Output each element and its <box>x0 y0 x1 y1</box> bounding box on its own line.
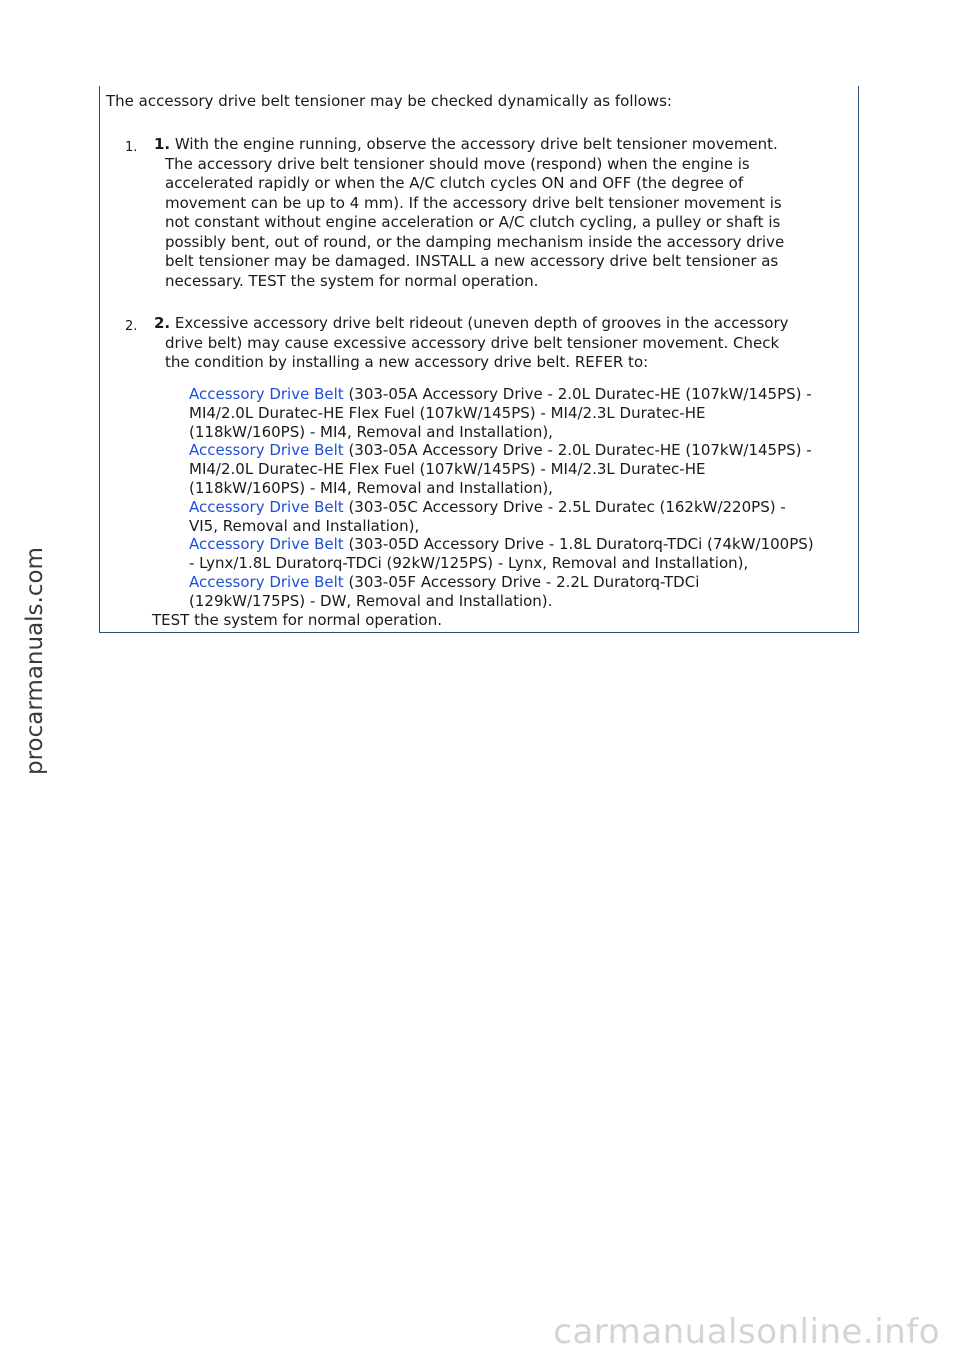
step-1-line-5: possibly bent, out of round, or the damping mechanism inside the accessory drive <box>165 232 785 251</box>
step-1-line-1: The accessory drive belt tensioner should move (respond) when the engine is <box>165 154 750 173</box>
step-2-line-0: 2. Excessive accessory drive belt rideout (uneven depth of grooves in the accessory <box>154 314 789 332</box>
accessory-drive-belt-link[interactable]: Accessory Drive Belt <box>189 535 344 554</box>
final-test-text: TEST the system for normal operation. <box>152 611 442 629</box>
step-1-line-3: movement can be up to 4 mm). If the accessory drive belt tensioner movement is <box>165 193 782 212</box>
step-1-number: 1. <box>125 140 138 155</box>
step-1-body <box>154 135 855 291</box>
reference-list <box>189 385 854 611</box>
intro-text: The accessory drive belt tensioner may be checked dynamically as follows: <box>106 92 672 110</box>
reference-item: Accessory Drive Belt (303-05F Accessory Drive - 2.2L Duratorq-TDCi (129kW/175PS) - DW, Removal and Installation). <box>189 572 700 610</box>
reference-item: Accessory Drive Belt (303-05C Accessory Drive - 2.5L Duratec (162kW/220PS) - VI5, Removal and Installation), <box>189 497 786 535</box>
reference-item: Accessory Drive Belt (303-05A Accessory Drive - 2.0L Duratec-HE (107kW/145PS) - MI4/2.0L Duratec-HE Flex Fuel (107kW/145PS) - MI4/2.3L Duratec-HE (118kW/160PS) - MI4, Removal and Installation), <box>189 441 812 497</box>
step-2-lead: 2. <box>154 314 171 332</box>
step-2-line-2: the condition by installing a new accessory drive belt. REFER to: <box>165 353 649 371</box>
accessory-drive-belt-link[interactable]: Accessory Drive Belt <box>189 385 344 403</box>
side-watermark: procarmanuals.com <box>22 547 48 775</box>
accessory-drive-belt-link[interactable]: Accessory Drive Belt <box>189 572 344 591</box>
step-1-lead: 1. <box>154 135 171 153</box>
reference-item: Accessory Drive Belt (303-05A Accessory Drive - 2.0L Duratec-HE (107kW/145PS) - MI4/2.0L Duratec-HE Flex Fuel (107kW/145PS) - MI4/2.3L Duratec-HE (118kW/160PS) - MI4, Removal and Installation), <box>189 385 812 441</box>
step-2-body <box>154 314 855 373</box>
reference-item: Accessory Drive Belt (303-05D Accessory Drive - 1.8L Duratorq-TDCi (74kW/100PS) - Lynx/1.8L Duratorq-TDCi (92kW/125PS) - Lynx, Removal and Installation), <box>189 535 814 573</box>
bottom-watermark: carmanualsonline.info <box>553 1312 940 1352</box>
step-2-number: 2. <box>125 319 138 334</box>
accessory-drive-belt-link[interactable]: Accessory Drive Belt <box>189 497 344 516</box>
accessory-drive-belt-link[interactable]: Accessory Drive Belt <box>189 441 344 460</box>
step-2-line-1: drive belt) may cause excessive accessory drive belt tensioner movement. Check <box>165 333 780 352</box>
step-1-line-7: necessary. TEST the system for normal operation. <box>165 271 539 290</box>
step-1-line-0: 1. With the engine running, observe the accessory drive belt tensioner movement. <box>154 135 778 153</box>
step-1-line-6: belt tensioner may be damaged. INSTALL a new accessory drive belt tensioner as <box>165 252 779 270</box>
step-1-line-2: accelerated rapidly or when the A/C clutch cycles ON and OFF (the degree of <box>165 174 744 192</box>
step-1-line-4: not constant without engine acceleration or A/C clutch cycling, a pulley or shaft is <box>165 213 781 231</box>
